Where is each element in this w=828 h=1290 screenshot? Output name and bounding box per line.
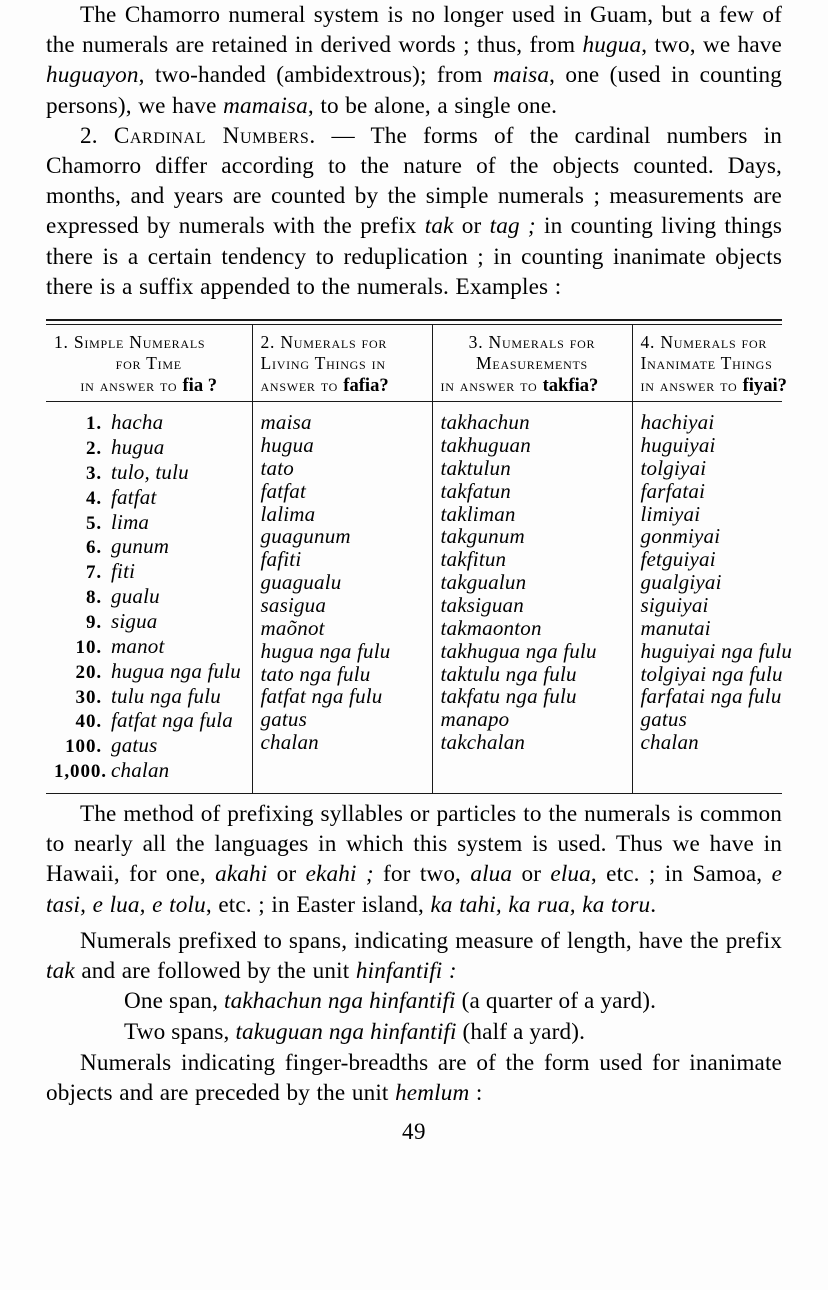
numeral-word: hugua nga fulu xyxy=(111,658,241,683)
numeral-index: 5. xyxy=(85,512,102,534)
numeral-index: 1,000. xyxy=(54,761,107,783)
numeral-entry xyxy=(54,585,244,610)
numeral-word: guagualu xyxy=(260,570,342,595)
numeral-index: 3. xyxy=(85,462,102,484)
numeral-entry xyxy=(261,457,424,480)
numeral-word: tulo, tulu xyxy=(111,459,189,484)
numeral-word: takhugua nga fulu xyxy=(440,638,597,663)
numeral-entry xyxy=(441,434,624,457)
column-header-numerals-for-measurements xyxy=(432,325,632,402)
cardinal-numbers-table-wrapper xyxy=(46,319,793,794)
column-header-numerals-for-inanimate-things xyxy=(632,325,787,402)
numeral-entry xyxy=(441,617,624,640)
table-bottom-rule xyxy=(46,793,782,794)
numeral-word: hugua xyxy=(111,435,165,460)
numeral-word: chalan xyxy=(111,758,170,783)
numeral-entry xyxy=(54,709,244,734)
paragraph-prefixing-method: The method of prefixing syllables or particles to the numerals is common to nearly all the languages in which this system is used. Thus we have in Hawaii, for one, akahi or ekahi ; for two, alua or elua, etc. ; in Samoa, e tasi, e lua, e tolu, etc. ; in Easter island, ka tahi, ka rua, ka toru. xyxy=(46,800,783,918)
header-line-1: 2. Numerals for xyxy=(260,332,388,353)
numeral-index: 30. xyxy=(75,686,102,708)
numeral-word: fatfat nga fulu xyxy=(260,684,383,709)
column-header-simple-numerals-for-time xyxy=(46,325,252,402)
example-one-span: One span, takhachun nga hinfantifi (a quarter of a yard). xyxy=(124,988,657,1015)
numeral-word: takliman xyxy=(440,501,516,526)
numeral-entry xyxy=(54,635,244,660)
numeral-entry xyxy=(54,685,244,710)
paragraph-spans: Numerals prefixed to spans, indicating measure of length, have the prefix tak and are followed by the unit hinfantifi : xyxy=(46,927,782,984)
numeral-word: huguiyai nga fulu xyxy=(640,638,793,663)
numeral-word: taktulun xyxy=(440,455,511,480)
numeral-entry xyxy=(261,480,424,503)
numeral-word: manot xyxy=(111,633,165,658)
numeral-entry xyxy=(261,594,424,617)
numeral-entry xyxy=(441,663,624,686)
numeral-index: 1. xyxy=(85,413,102,435)
numeral-entry xyxy=(54,461,244,486)
numeral-word: farfatai nga fulu xyxy=(640,684,782,709)
numeral-entry xyxy=(261,617,424,640)
numeral-entry xyxy=(641,594,775,617)
numeral-index: 6. xyxy=(85,537,102,559)
numeral-word: fatfat xyxy=(260,478,307,503)
cell-numerals-for-living-things xyxy=(252,402,432,793)
numeral-word: gatus xyxy=(111,733,158,758)
numeral-entry xyxy=(641,457,775,480)
numeral-entry xyxy=(441,525,624,548)
header-line-1: 4. Numerals for xyxy=(640,332,768,353)
numeral-word: chalan xyxy=(640,730,699,755)
numeral-word: manutai xyxy=(640,615,711,640)
numeral-list-with-index xyxy=(54,411,244,784)
numeral-index: 20. xyxy=(75,661,102,683)
header-line-3: in answer to xyxy=(80,374,183,395)
column-header-numerals-for-living-things xyxy=(252,325,432,402)
header-keyword: takfia? xyxy=(542,374,599,396)
header-keyword: fia ? xyxy=(182,374,218,396)
numeral-word: hugua xyxy=(260,433,314,458)
header-line-2: Measurements xyxy=(476,353,588,374)
numeral-index: 7. xyxy=(85,562,102,584)
numeral-word: tolgiyai nga fulu xyxy=(640,661,783,686)
header-keyword: fiyai? xyxy=(742,374,787,396)
numeral-word: tato nga fulu xyxy=(260,661,371,686)
numeral-word: hugua nga fulu xyxy=(260,638,391,663)
paragraph-cardinal-numbers: 2. Cardinal Numbers. — The forms of the cardinal numbers in Chamorro differ according to the nature of the objects counted. Days, months, and years are counted by the simple numerals ; measurements are expressed by numerals with the prefix tak or tag ; in counting living things there is a certain tendency to reduplication ; in counting inanimate objects there is a suffix appended to the numerals. Examples : xyxy=(46,122,783,300)
numeral-word: sigua xyxy=(111,609,158,633)
cardinal-numbers-table xyxy=(46,325,793,793)
numeral-word: manapo xyxy=(440,707,510,732)
numeral-word: fafiti xyxy=(260,547,302,572)
table-body xyxy=(46,402,793,793)
cell-simple-numerals-for-time xyxy=(46,402,252,793)
numeral-entry xyxy=(441,571,624,594)
numeral-word: takgualun xyxy=(440,570,527,595)
header-line-3: in answer to xyxy=(640,374,743,395)
numeral-entry xyxy=(54,411,244,436)
numeral-entry xyxy=(640,661,783,686)
numeral-entry xyxy=(54,511,244,536)
numeral-word: chalan xyxy=(260,730,319,755)
numeral-word: tulu nga fulu xyxy=(111,683,221,708)
numeral-word: fiti xyxy=(111,559,136,584)
header-line-2: Inanimate Things xyxy=(640,353,773,374)
numeral-word: maõnot xyxy=(260,615,325,640)
numeral-entry xyxy=(441,685,624,708)
numeral-entry xyxy=(641,434,775,457)
numeral-word: gualgiyai xyxy=(640,570,722,595)
numeral-word: takfatu nga fulu xyxy=(440,684,577,709)
cell-numerals-for-measurements xyxy=(432,402,632,793)
numeral-index: 100. xyxy=(65,736,102,758)
header-keyword: fafia? xyxy=(343,374,389,396)
numeral-word: gatus xyxy=(260,707,308,732)
numeral-list xyxy=(640,410,793,755)
numeral-entry xyxy=(441,503,624,526)
numeral-entry xyxy=(261,503,424,526)
numeral-entry xyxy=(641,731,775,754)
table-header-row xyxy=(46,325,782,402)
numeral-entry xyxy=(641,411,775,434)
numeral-entry xyxy=(261,525,424,548)
header-line-2: Living Things in xyxy=(260,353,386,374)
numeral-word: huguiyai xyxy=(640,433,716,458)
numeral-word: fatfat xyxy=(111,484,157,509)
numeral-entry xyxy=(261,731,424,754)
numeral-entry xyxy=(641,525,775,548)
page-content xyxy=(46,0,793,1145)
header-line-1: 3. Numerals for xyxy=(468,332,596,353)
numeral-list xyxy=(441,411,624,754)
numeral-word: tato xyxy=(260,455,294,480)
numeral-entry xyxy=(641,617,775,640)
header-line-3: answer to xyxy=(260,374,344,395)
numeral-entry xyxy=(441,594,624,617)
numeral-word: lalima xyxy=(260,501,316,526)
numeral-index: 10. xyxy=(75,636,102,658)
numeral-entry xyxy=(441,480,624,503)
numeral-word: fatfat nga fula xyxy=(111,708,234,733)
numeral-entry xyxy=(54,759,244,784)
numeral-word: takchalan xyxy=(440,730,526,755)
numeral-index: 4. xyxy=(85,487,102,509)
header-line-1: 1. Simple Numerals xyxy=(54,332,206,353)
numeral-entry xyxy=(261,708,424,731)
numeral-entry xyxy=(641,708,775,731)
numeral-word: lima xyxy=(111,509,150,534)
numeral-entry xyxy=(261,685,424,708)
numeral-word: fetguiyai xyxy=(640,547,716,572)
numeral-entry xyxy=(54,560,244,585)
numeral-entry xyxy=(261,571,424,594)
numeral-word: guagunum xyxy=(260,524,351,549)
numeral-entry xyxy=(441,411,624,434)
example-two-spans: Two spans, takuguan nga hinfantifi (half a yard). xyxy=(124,1019,586,1046)
numeral-entry xyxy=(641,503,775,526)
cell-numerals-for-inanimate-things xyxy=(632,402,793,793)
numeral-entry xyxy=(54,610,244,635)
numeral-index: 2. xyxy=(85,438,102,460)
numeral-index: 40. xyxy=(75,711,102,733)
numeral-word: maisa xyxy=(260,410,312,435)
numeral-entry xyxy=(261,548,424,571)
numeral-word: takhachun xyxy=(440,410,530,435)
table-head xyxy=(46,325,787,402)
numeral-entry xyxy=(441,708,624,731)
numeral-word: takfatun xyxy=(440,478,511,503)
numeral-entry xyxy=(54,734,244,759)
numeral-word: sasigua xyxy=(260,593,327,617)
numeral-entry xyxy=(261,663,424,686)
numeral-entry xyxy=(641,480,775,503)
numeral-entry xyxy=(640,684,782,709)
paragraph-intro: The Chamorro numeral system is no longer used in Guam, but a few of the numerals are retained in derived words ; thus, from hugua, two, we have huguayon, two-handed (ambidextrous); from maisa, one (used in counting persons), we have mamaisa, to be alone, a single one. xyxy=(46,2,782,119)
numeral-word: takgunum xyxy=(440,524,525,549)
numeral-word: taksiguan xyxy=(440,593,524,617)
numeral-entry xyxy=(261,640,424,663)
numeral-word: gatus xyxy=(640,707,688,732)
numeral-word: taktulu nga fulu xyxy=(440,661,577,686)
numeral-entry xyxy=(441,457,624,480)
numeral-word: gualu xyxy=(111,584,160,609)
numeral-word: limiyai xyxy=(640,501,701,526)
numeral-index: 9. xyxy=(85,612,102,633)
numeral-entry xyxy=(261,434,424,457)
numeral-word: takmaonton xyxy=(440,615,542,640)
numeral-list xyxy=(261,411,424,754)
numeral-entry xyxy=(441,731,624,754)
numeral-entry xyxy=(441,548,624,571)
numeral-word: takhuguan xyxy=(440,433,531,458)
numeral-word: farfatai xyxy=(640,478,706,503)
numeral-entry xyxy=(641,548,775,571)
page-number: 49 xyxy=(402,1118,426,1144)
numeral-word: takfitun xyxy=(440,547,507,572)
numeral-word: hachiyai xyxy=(640,410,715,435)
numeral-word: siguiyai xyxy=(640,593,709,617)
table-row xyxy=(46,402,782,793)
numeral-entry xyxy=(54,436,244,461)
numeral-word: tolgiyai xyxy=(640,455,707,480)
numeral-index: 8. xyxy=(85,587,102,609)
numeral-entry xyxy=(54,535,244,560)
numeral-entry xyxy=(641,571,775,594)
numeral-entry xyxy=(54,486,244,511)
numeral-entry xyxy=(261,411,424,434)
numeral-entry xyxy=(640,638,793,663)
header-line-3: in answer to xyxy=(440,374,543,395)
paragraph-finger-breadths: Numerals indicating finger-breadths are of the form used for inanimate objects and are preceded by the unit hemlum : xyxy=(46,1050,782,1107)
header-line-2: for Time xyxy=(115,353,182,374)
numeral-word: gonmiyai xyxy=(640,524,721,549)
numeral-word: gunum xyxy=(111,534,170,559)
numeral-entry xyxy=(54,660,244,685)
numeral-word: hacha xyxy=(111,410,164,435)
numeral-entry xyxy=(441,640,624,663)
